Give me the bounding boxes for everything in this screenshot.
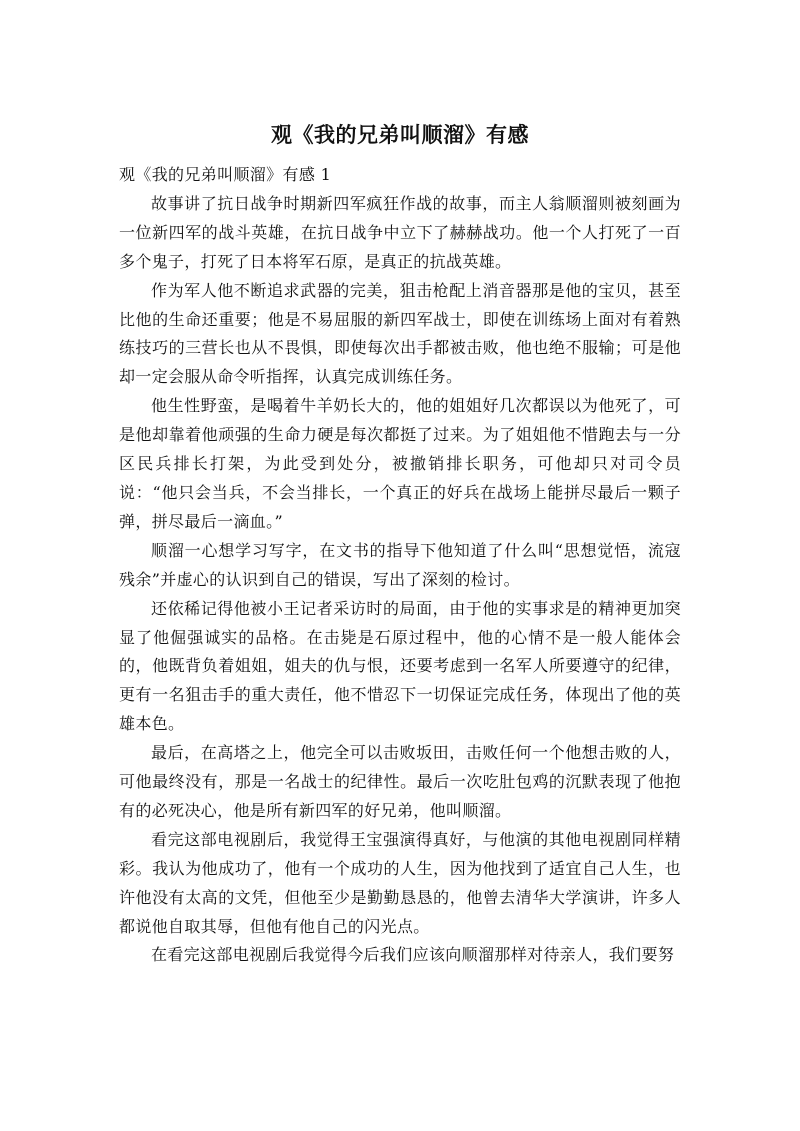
paragraph-8: 在看完这部电视剧后我觉得今后我们应该向顺溜那样对待亲人，我们要努: [151, 945, 675, 965]
paragraph-6: 最后，在高塔之上，他完全可以击败坂田，击败任何一个他想击败的人，可他最终没有，那是一名战士的纪律性。最后一次吃肚包鸡的沉默表现了他抱有的必死决心，他是所有新四军的好兄弟，他叫顺溜。: [119, 743, 681, 820]
paragraph-7: 看完这部电视剧后，我觉得王宝强演得真好，与他演的其他电视剧同样精彩。我认为他成功了，他有一个成功的人生，因为他找到了适宜自己人生，也许他没有太高的文凭，但他至少是勤勤恳恳的，他曾去清华大学演讲，许多人都说他自取其辱，但他有他自己的闪光点。: [119, 829, 681, 936]
document-body: [119, 161, 681, 970]
document-title: 观《我的兄弟叫顺溜》有感: [271, 123, 529, 147]
section-subtitle: 观《我的兄弟叫顺溜》有感 1: [119, 165, 332, 184]
paragraph-5: 还依稀记得他被小王记者采访时的局面，由于他的实事求是的精神更加突显了他倔强诚实的品格。在击毙是石原过程中，他的心情不是一般人能体会的，他既背负着姐姐，姐夫的仇与恨，还要考虑到一名军人所要遵守的纪律，更有一名狙击手的重大责任，他不惜忍下一切保证完成任务，体现出了他的英雄本色。: [119, 598, 681, 734]
paragraph-1: 故事讲了抗日战争时期新四军疯狂作战的故事，而主人翁顺溜则被刻画为一位新四军的战斗英雄，在抗日战争中立下了赫赫战功。他一个人打死了一百多个鬼子，打死了日本将军石原，是真正的抗战英雄。: [119, 193, 681, 271]
paragraph-4: 顺溜一心想学习写字，在文书的指导下他知道了什么叫“思想觉悟，流寇残余”并虚心的认识到自己的错误，写出了深刻的检讨。: [119, 540, 681, 589]
paragraph-2: 作为军人他不断追求武器的完美，狙击枪配上消音器那是他的宝贝，甚至比他的生命还重要；他是不易屈服的新四军战士，即使在训练场上面对有着熟练技巧的三营长也从不畏惧，即使每次出手都被击败，他也绝不服输；可是他却一定会服从命令听指挥，认真完成训练任务。: [119, 280, 681, 387]
paragraph-3: 他生性野蛮，是喝着牛羊奶长大的，他的姐姐好几次都误以为他死了，可是他却靠着他顽强的生命力硬是每次都挺了过来。为了姐姐他不惜跑去与一分区民兵排长打架，为此受到处分，被撤销排长职务，可他却只对司令员说：“他只会当兵，不会当排长，一个真正的好兵在战场上能拼尽最后一颗子弹，拼尽最后一滴血。”: [119, 396, 681, 531]
